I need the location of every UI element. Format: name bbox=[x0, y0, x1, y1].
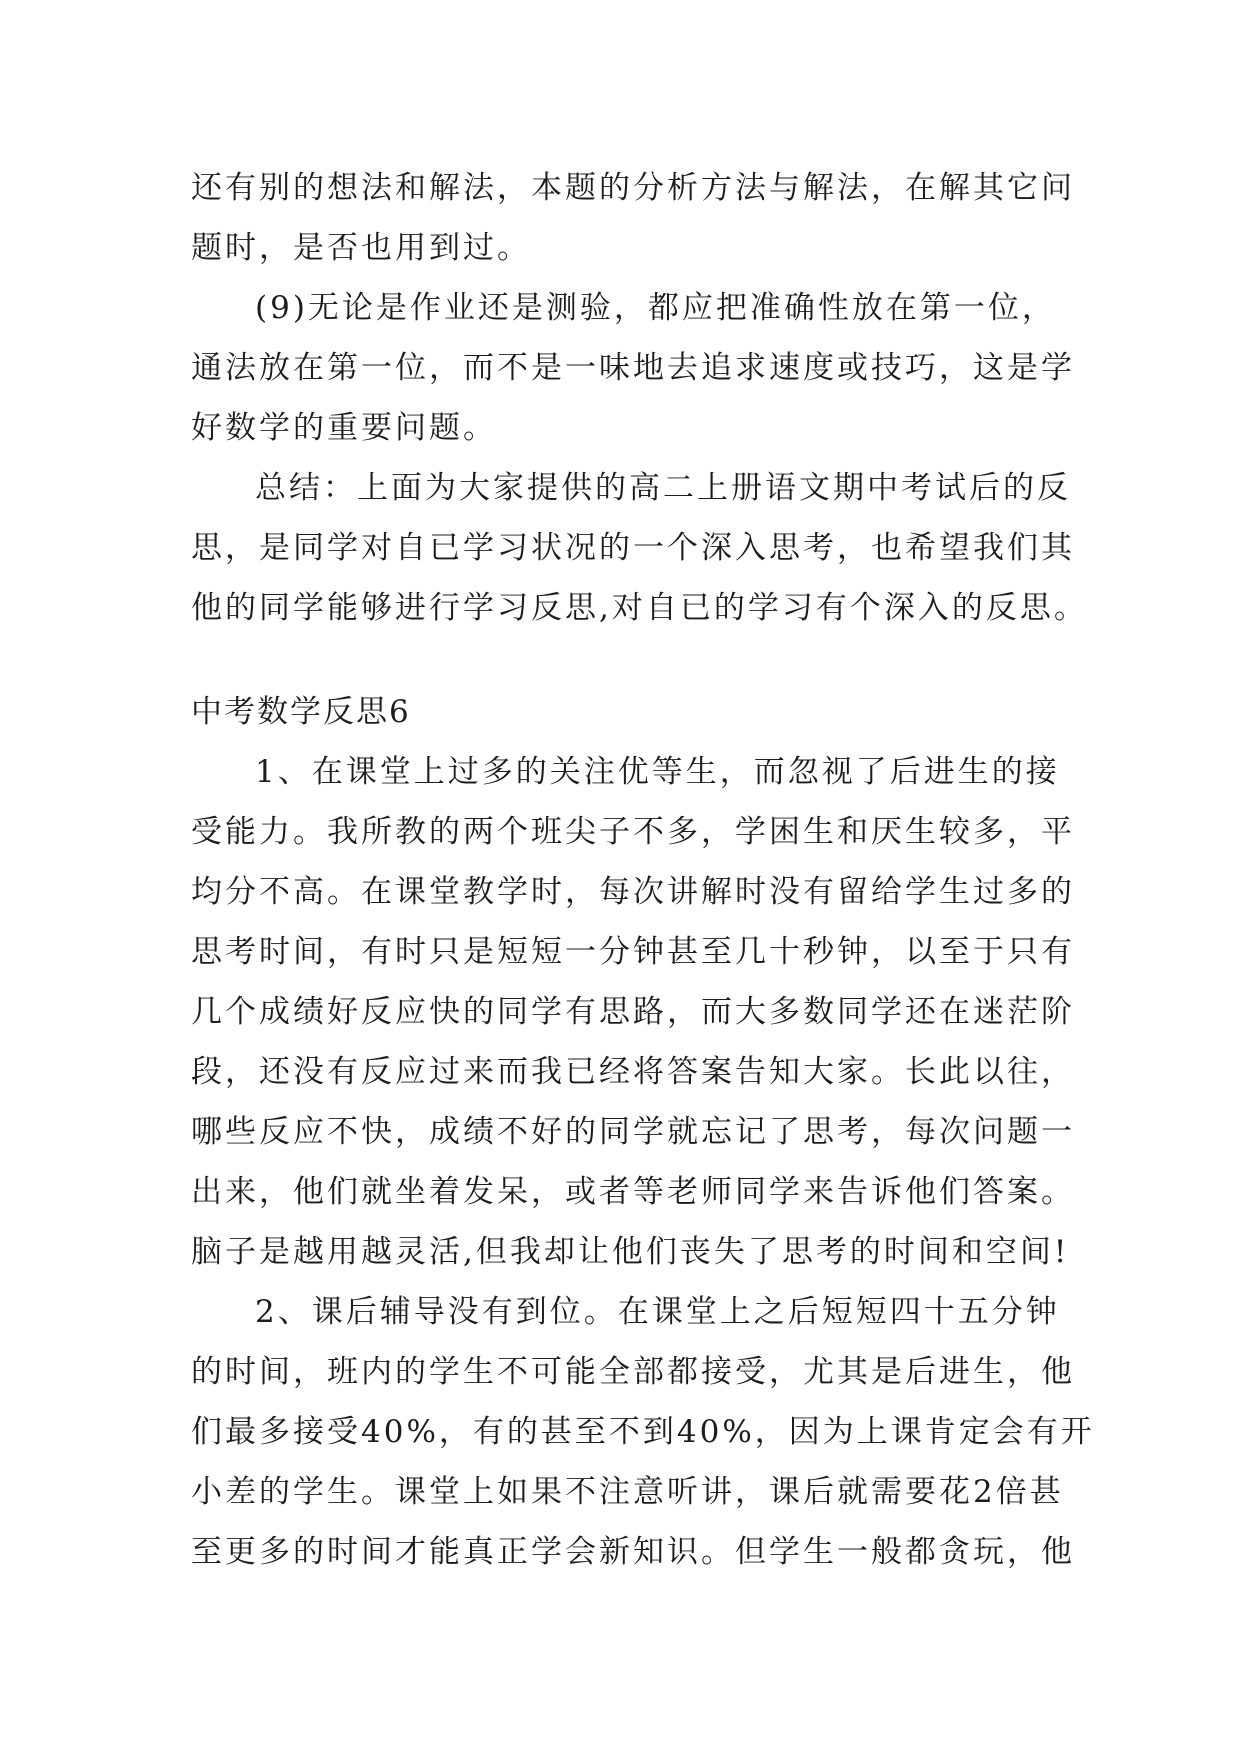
paragraph-8-tail bbox=[191, 158, 1075, 278]
paragraph-line: 总结：上面为大家提供的高二上册语文期中考试后的反 bbox=[255, 470, 1071, 506]
paragraph-line: 脑子是越用越灵活,但我却让他们丧失了思考的时间和空间! bbox=[191, 1234, 1070, 1270]
paragraph-line: 小差的学生。课堂上如果不注意听讲，课后就需要花2倍甚 bbox=[191, 1474, 1064, 1510]
paragraph-line: 哪些反应不快，成绩不好的同学就忘记了思考，每次问题一 bbox=[191, 1114, 1075, 1150]
paragraph-line: 通法放在第一位，而不是一味地去追求速度或技巧，这是学 bbox=[191, 350, 1075, 386]
paragraph-line: 出来，他们就坐着发呆，或者等老师同学来告诉他们答案。 bbox=[191, 1174, 1075, 1210]
paragraph-line: 几个成绩好反应快的同学有思路，而大多数同学还在迷茫阶 bbox=[191, 994, 1075, 1030]
paragraph-line: 思，是同学对自已学习状况的一个深入思考，也希望我们其 bbox=[191, 530, 1075, 566]
paragraph-line: 的时间，班内的学生不可能全部都接受，尤其是后进生，他 bbox=[191, 1354, 1075, 1390]
paragraph-line: 思考时间，有时只是短短一分钟甚至几十秒钟，以至于只有 bbox=[191, 934, 1075, 970]
paragraph-line: 受能力。我所教的两个班尖子不多，学困生和厌生较多，平 bbox=[191, 814, 1075, 850]
paragraph-line: 好数学的重要问题。 bbox=[191, 410, 497, 446]
paragraph-line: 们最多接受40%，有的甚至不到40%，因为上课肯定会有开 bbox=[191, 1414, 1095, 1450]
paragraph-line: 题时，是否也用到过。 bbox=[191, 230, 531, 266]
item-2-paragraph bbox=[191, 1282, 1095, 1582]
paragraph-line: 2、课后辅导没有到位。在课堂上之后短短四十五分钟 bbox=[255, 1294, 1060, 1330]
paragraph-line: (9)无论是作业还是测验，都应把准确性放在第一位， bbox=[255, 290, 1056, 326]
paragraph-line: 至更多的时间才能真正学会新知识。但学生一般都贪玩，他 bbox=[191, 1534, 1075, 1570]
paragraph-line: 段，还没有反应过来而我已经将答案告知大家。长此以往， bbox=[191, 1054, 1075, 1090]
document-body-upper bbox=[191, 158, 1088, 638]
paragraph-line: 1、在课堂上过多的关注优等生，而忽视了后进生的接 bbox=[255, 754, 1060, 790]
paragraph-line: 他的同学能够进行学习反思,对自已的学习有个深入的反思。 bbox=[191, 590, 1088, 626]
paragraph-line: 还有别的想法和解法，本题的分析方法与解法，在解其它问 bbox=[191, 170, 1075, 206]
section-heading: 中考数学反思6 bbox=[191, 694, 411, 730]
paragraph-line: 均分不高。在课堂教学时，每次讲解时没有留给学生过多的 bbox=[191, 874, 1075, 910]
document-body-lower bbox=[191, 682, 1095, 1582]
summary-paragraph bbox=[191, 458, 1088, 638]
item-1-paragraph bbox=[191, 742, 1075, 1282]
paragraph-9 bbox=[191, 278, 1075, 458]
